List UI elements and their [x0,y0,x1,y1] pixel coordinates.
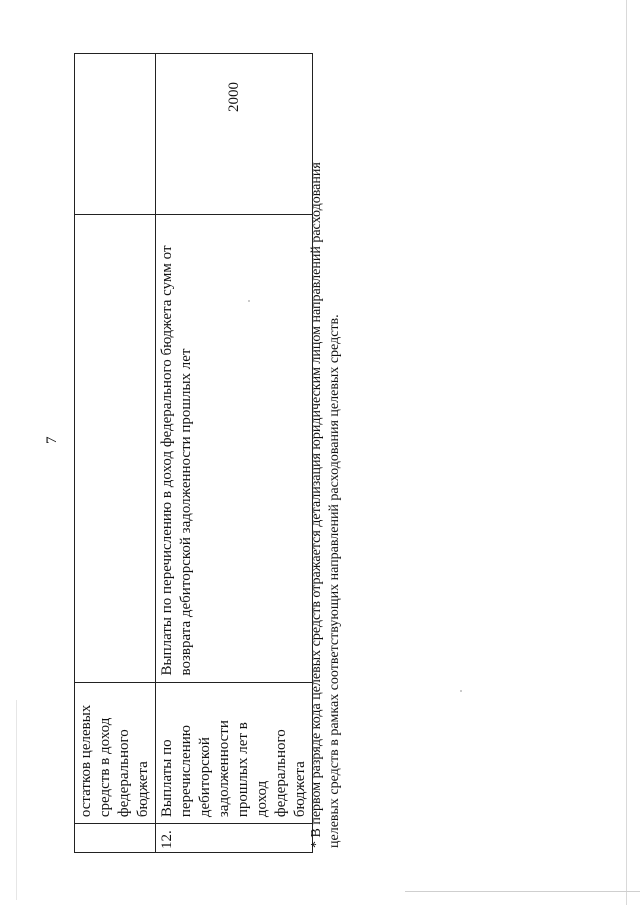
budget-codes-table [74,53,313,853]
footnote-line: * В первом разряде кода целевых средств отражается детализация юридическим лицом направлений расходования [309,162,324,848]
table-row [156,54,313,853]
name-line: бюджета [292,761,308,818]
row-code-cell: 2000 [156,54,313,215]
footnote [308,48,344,848]
row-name-cell [156,682,313,824]
scan-edge-line [405,891,640,892]
row-code-cell [75,54,156,215]
row-number-cell [75,824,156,853]
name-line: перечислению [178,725,194,818]
name-line: дебиторской [197,737,213,818]
name-line: федерального [273,729,289,818]
name-line: доход [254,780,270,818]
name-line: задолженности [216,720,232,818]
scan-edge-line [16,700,17,900]
name-line: Выплаты по [159,739,175,818]
row-name-cell: остатков целевых средств в доход федерального бюджета [75,682,156,824]
row-description-cell: Выплаты по перечислению в доход федерального бюджета сумм от возврата дебиторской задолженности прошлых лет [156,214,313,682]
scan-edge-line [626,0,627,905]
row-number-cell: 12. [156,824,313,853]
table-row [75,54,156,853]
rotated-table [74,53,308,853]
name-line: прошлых лет в [235,722,251,818]
row-description-cell [75,214,156,682]
page-number: 7 [44,436,60,444]
footnote-line: целевых средств в рамках соответствующих направлений расходования целевых средств. [327,314,342,848]
scan-speck [460,690,462,692]
